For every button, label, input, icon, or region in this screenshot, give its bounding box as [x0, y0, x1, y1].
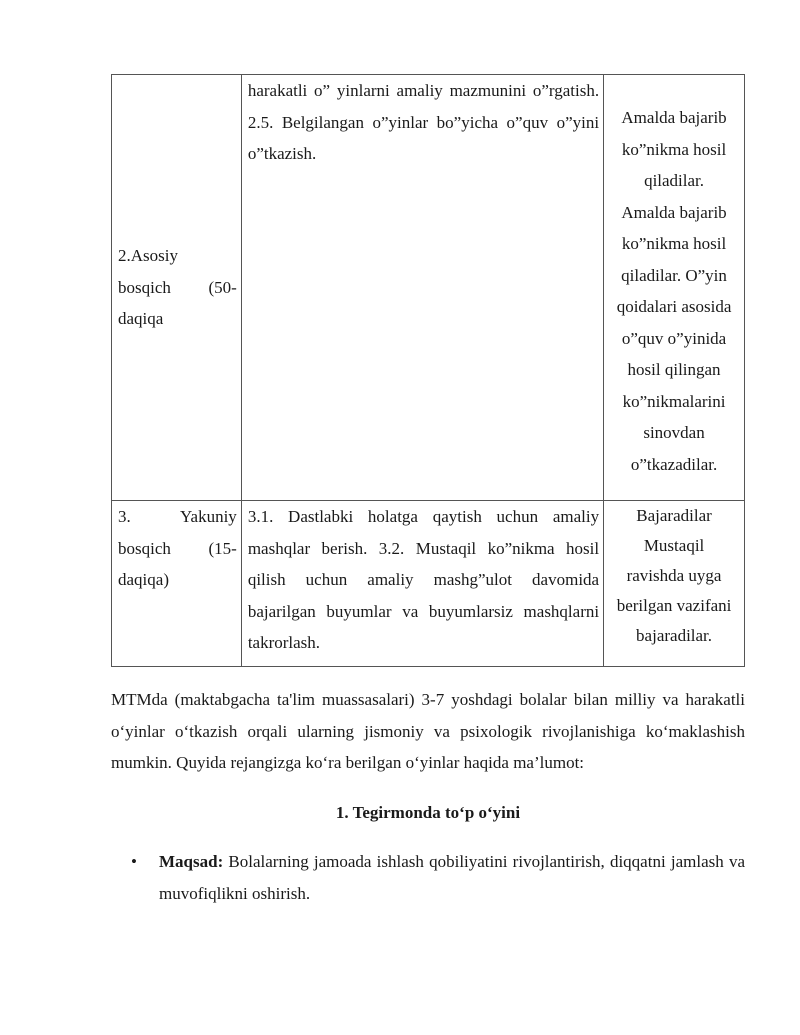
activity-cell: harakatli o” yinlarni amaliy mazmunini o”rgatish. 2.5. Belgilangan o”yinlar bo”yicha o”quv o”yini o”tkazish. — [241, 75, 603, 501]
stage-line: 3. Yakuniy — [118, 507, 237, 526]
result-line: sinovdan — [643, 423, 705, 442]
stage-line: daqiqa) — [118, 570, 169, 589]
result-line: o”tkazadilar. — [630, 454, 718, 474]
section-heading: 1. Tegirmonda to‘p o‘yini — [335, 803, 521, 822]
result-line: o”quv o”yinida — [621, 328, 727, 348]
bullet-text: Bolalarning jamoada ishlash qobiliyatini rivojlantirish, diqqatni jamlash va muvofiqlikni oshirish. — [159, 852, 745, 903]
bullet-icon: • — [131, 852, 137, 871]
bullet-list — [111, 846, 745, 909]
result-line: qiladilar. O”yin — [621, 265, 727, 285]
lesson-plan-table — [111, 74, 745, 667]
result-cell — [604, 75, 745, 501]
stage-line: bosqich (50- — [118, 277, 237, 297]
result-line: qoidalari asosida — [616, 297, 732, 316]
stage-line: 2.Asosiy — [118, 246, 178, 266]
result-line: bajaradilar. — [636, 626, 713, 645]
bullet-label: Maqsad: — [159, 852, 224, 871]
stage-cell — [112, 501, 242, 667]
result-line: ko”nikmalarini — [622, 391, 726, 411]
stage-line: daqiqa — [118, 309, 164, 329]
result-cell — [604, 501, 745, 667]
result-line: ravishda uyga — [626, 566, 722, 585]
result-line: Mustaqil — [643, 536, 705, 555]
result-line: Amalda bajarib — [621, 108, 727, 127]
intro-paragraph: MTMda (maktabgacha ta'lim muassasalari) 3-7 yoshdagi bolalar bilan milliy va harakatli o‘yinlar o‘tkazish orqali ularning jismoniy va psixologik rivojlanishiga ko‘maklashish mumkin. Quyida rejangizga ko‘ra berilgan o‘yinlar haqida ma’lumot: — [111, 690, 745, 772]
result-line: berilgan vazifani — [616, 596, 732, 615]
result-line: qiladilar. — [644, 171, 705, 190]
list-item — [111, 846, 745, 909]
activity-cell: 3.1. Dastlabki holatga qaytish uchun amaliy mashqlar berish. 3.2. Mustaqil ko”nikma hosil qilish uchun amaliy mashg”ulot davomida bajarilgan buyumlar va buyumlarsiz mashqlarni takrorlash. — [241, 501, 603, 667]
result-line: Amalda bajarib — [621, 202, 727, 222]
result-line: Bajaradilar — [636, 506, 712, 525]
table-row — [112, 501, 745, 667]
result-line: hosil qilingan — [627, 360, 721, 379]
result-line: ko”nikma hosil — [621, 139, 727, 159]
table-row — [112, 75, 745, 501]
stage-cell — [112, 75, 242, 501]
result-line: ko”nikma hosil — [621, 234, 727, 253]
stage-line: bosqich (15- — [118, 538, 237, 558]
